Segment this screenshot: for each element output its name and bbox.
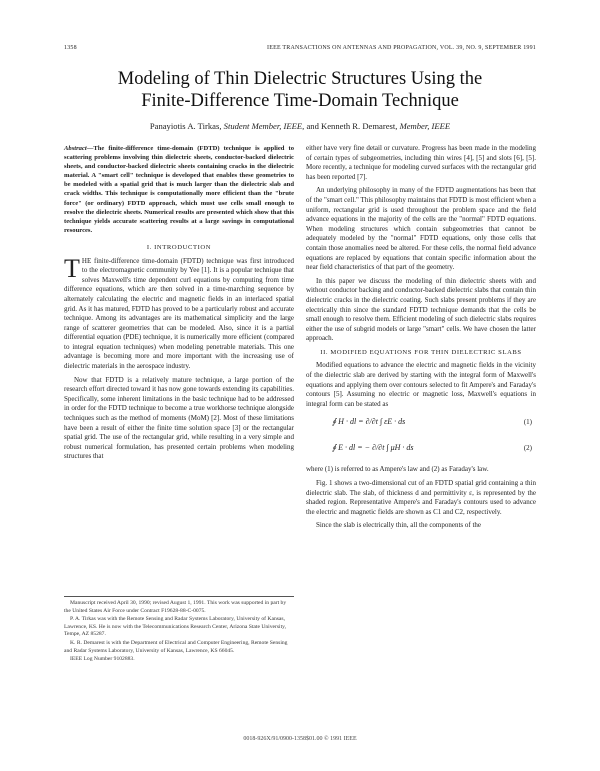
footnote: [64, 596, 294, 665]
author-2: and Kenneth R. Demarest,: [306, 121, 398, 131]
right-paragraph-6: Fig. 1 shows a two-dimensional cut of an FDTD spatial grid containing a thin dielectric slab. The slab, of thickness d and permittivity ε, is represented by the shaded region. Representative Ampere's and Faraday's contours used to advance the electric and magnetic fields are shown as C1 and C2, respectively.: [306, 479, 536, 516]
author-1: Panayiotis A. Tirkas,: [149, 121, 222, 131]
title-line-1: Modeling of Thin Dielectric Structures Using the: [117, 69, 483, 89]
intro-paragraph-2: Now that FDTD is a relatively mature technique, a large portion of the research effort directed toward it has now gone towards extending its capabilities. Specifically, some inherent limitations in the basic technique had to be addressed in order for the FDTD technique to become a true workhorse technique alongside techniques such as the method of moments (MoM) [2]. Most of these limitations have been a result of either the finite time solution space [3] or the rectangular spatial grid. The use of the rectangular grid, while resulting in a very simple and robust numerical formulation, has presented certain problems when modeling structures that: [64, 375, 294, 461]
author-1-role: Student Member, IEEE,: [223, 121, 305, 131]
left-column: [64, 144, 294, 466]
journal-name: IEEE TRANSACTIONS ON ANTENNAS AND PROPAGATION, VOL. 39, NO. 9, SEPTEMBER 1991: [267, 45, 536, 51]
right-paragraph-5: where (1) is referred to as Ampere's law and (2) as Faraday's law.: [306, 465, 489, 474]
abstract-label: Abstract: [64, 145, 87, 152]
abstract-text: —The finite-difference time-domain (FDTD) technique is applied to scattering problems involving thin dielectric sheets, conductor-backed dielectric sheets, and conductor-backed dielectric sheets containing cracks in the dielectric material. A "smart cell" technique is developed that enables these geometries to be modeled with a spatial grid that is much larger than the dielectric slab and crack widths. This technique is computationally more efficient than the "brute force" (or ordinary) FDTD approach, which must use cells small enough to resolve the dielectric sheets. Numerical results are presented which show that this technique yields accurate scattering results at a large savings in computational resources.: [64, 145, 294, 234]
right-column: [306, 144, 536, 535]
equation-2-body: ∮ E · dl = − ∂/∂t ∫ μH · ds: [332, 443, 414, 453]
copyright-line: 0018-926X/91/0900-1358$01.00 © 1991 IEEE: [243, 736, 357, 742]
right-paragraph-4: Modified equations to advance the electric and magnetic fields in the vicinity of the dielectric slab are derived by starting with the integral form of Maxwell's equations and applying them over contours selected to fit Ampere's and Faraday's contours [5]. Assuming no electric or magnetic loss, Maxwell's equations in integral form can be stated as: [306, 361, 536, 408]
intro-paragraph-1-text: HE finite-difference time-domain (FDTD) technique was first introduced to the electromagnetic community by Yee [1]. It is a popular technique that solves Maxwell's time dependent curl equations by computing from time difference equations, which are then solved in a time-marching sequence by alternately calculating the electric and magnetic fields in an interlaced spatial grid. As it has matured, FDTD has proved to be a particularly robust and accurate technique. Among its advantages are its mathematical simplicity and the large range of scatterer geometries that can be modeled. Also, since it is a partial differential equation (PDE) technique, it is numerically more efficient (compared to integral equation techniques) when modeling penetrable materials. This one advantage is becoming more and more important with the increasing use of dielectric materials in the aerospace industry.: [64, 256, 294, 371]
paper-title: [60, 68, 540, 112]
author-line: [60, 121, 540, 131]
equation-2: [306, 439, 536, 461]
right-paragraph-7: Since the slab is electrically thin, all the components of the: [316, 521, 482, 530]
author-2-role: Member, IEEE: [399, 121, 451, 131]
footnote-author-2: K. R. Demarest is with the Department of Electrical and Computer Engineering, Remote Sensing and Radar Systems Laboratory, University of Kansas, Lawrence, KS 66045.: [64, 639, 288, 654]
right-paragraph-3: In this paper we discuss the modeling of thin dielectric sheets with and without conductor backing and conductor-backed dielectric slabs that contain thin dielectric cracks in the dielectric coating. Such slabs present problems if they are electrically thin since the standard FDTD technique demands that the cells be small enough to resolve them. Efficient modeling of such dielectric slabs requires either the use of subgrid models or large "smart" cells. We have chosen the latter approach.: [306, 276, 536, 343]
right-paragraph-1: either have very fine detail or curvature. Progress has been made in the modeling of certain types of subgeometries, including thin wires [4], [5] and slots [6], [5]. More recently, a technique for modeling curved surfaces with the rectangular grid has been reported [7].: [306, 144, 536, 181]
section-heading-introduction: I. INTRODUCTION: [146, 243, 212, 251]
equation-1-body: ∮ H · dl = ∂/∂t ∫ εE · ds: [332, 417, 406, 427]
equation-2-number: (2): [523, 444, 532, 453]
footnote-log-number: IEEE Log Number 9102883.: [70, 656, 135, 663]
right-paragraph-2: An underlying philosophy in many of the FDTD augmentations has been that of the "smart cell." This philosophy maintains that FDTD is most efficient when a uniform, rectangular grid is used throughout the problem space and the field advance equations in the majority of the cells are the "normal" FDTD equations. When modeling structures which contain subgeometries that cannot be adequately modeled by the "normal" FDTD equations, only those cells that contain those anomalies need be altered. For these cells, the normal field advance equations are replaced by equations that contain specific information about the near field characteristics of that part of the geometry.: [306, 186, 536, 272]
intro-paragraph-1: [64, 253, 294, 372]
drop-cap: T: [64, 253, 80, 283]
equation-1: [306, 413, 536, 435]
footnote-author-1: P. A. Tirkas was with the Remote Sensing and Radar Systems Laboratory, University of Kansas, Lawrence, KS. He is now with the Telecommunications Research Center, Arizona State University, Tempe, AZ 85287.: [64, 616, 286, 638]
abstract: [64, 144, 294, 235]
section-heading-modified-equations: II. MODIFIED EQUATIONS FOR THIN DIELECTRIC SLABS: [320, 348, 522, 356]
title-line-2: Finite-Difference Time-Domain Technique: [141, 91, 459, 111]
footnote-received: Manuscript received April 30, 1990; revised August 1, 1991. This work was supported in part by the United States Air Force under Contract F19628-88-C-0075.: [64, 600, 287, 614]
running-header: [64, 45, 536, 57]
equation-1-number: (1): [523, 418, 532, 427]
page-number: 1358: [64, 45, 77, 51]
